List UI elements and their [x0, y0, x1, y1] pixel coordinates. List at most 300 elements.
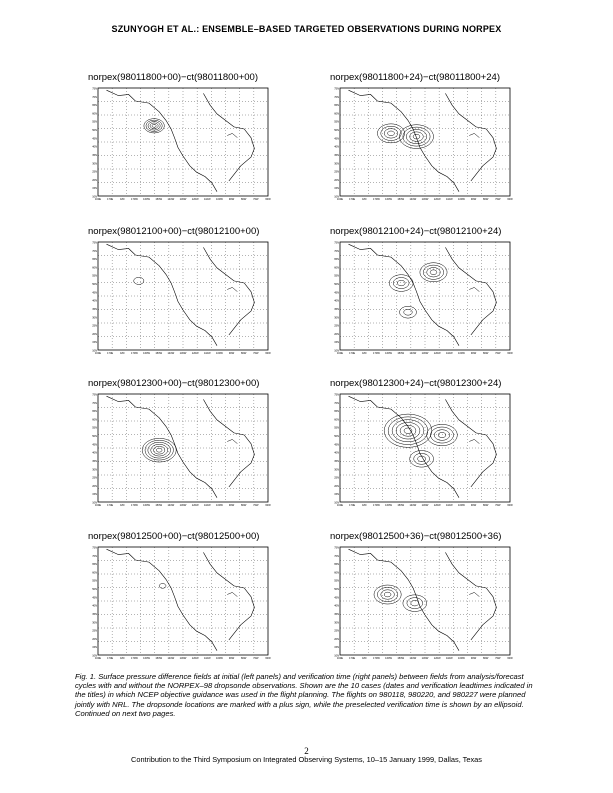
lat-tick-label: 20N	[92, 178, 97, 182]
contour-line	[374, 585, 401, 604]
panel-title: norpex(98012300+24)−ct(98012300+24)	[330, 378, 502, 389]
contour-line	[434, 430, 449, 441]
contour-line	[389, 275, 413, 292]
lon-tick-label: 150W	[155, 198, 163, 201]
lon-tick-label: 110W	[203, 198, 211, 201]
lat-tick-label: 50N	[92, 435, 97, 439]
lat-tick-label: 25N	[92, 629, 97, 633]
lat-tick-label: 75N	[334, 546, 339, 550]
lat-tick-label: 65N	[92, 563, 97, 567]
lat-tick-label: 45N	[334, 443, 339, 447]
contour-line	[142, 438, 176, 462]
lon-tick-label: 80W	[241, 504, 247, 507]
lat-tick-label: 60N	[92, 112, 97, 116]
lon-tick-label: 90W	[470, 504, 477, 507]
lat-tick-label: 65N	[92, 258, 97, 262]
lon-tick-label: 60W	[265, 504, 271, 507]
lon-tick-label: 140W	[167, 504, 175, 507]
coastline	[445, 552, 496, 640]
lon-tick-label: 140W	[409, 198, 417, 201]
lon-tick-label: 170E	[349, 352, 356, 355]
lake-outline	[227, 287, 237, 291]
lat-tick-label: 15N	[334, 187, 339, 191]
contour-line	[144, 119, 164, 133]
figure-panel-3	[88, 226, 273, 355]
lat-tick-label: 70N	[334, 401, 339, 405]
lat-tick-label: 35N	[92, 153, 97, 157]
lat-tick-label: 25N	[334, 629, 339, 633]
lon-tick-label: 170E	[107, 198, 114, 201]
lon-tick-label: 60W	[265, 198, 271, 201]
panel-title: norpex(98012100+24)−ct(98012100+24)	[330, 226, 502, 237]
contour-line	[400, 306, 417, 318]
contour-line	[431, 427, 454, 443]
lon-tick-label: 140W	[409, 352, 417, 355]
lon-tick-label: 100W	[458, 352, 465, 355]
running-head: SZUNYOGH ET AL.: ENSEMBLE–BASED TARGETED OBSERVATIONS DURING NORPEX	[111, 24, 502, 34]
lon-tick-label: 90W	[470, 657, 477, 660]
coastline	[445, 399, 496, 487]
lon-tick-label: 170W	[131, 657, 138, 660]
contour-map	[330, 238, 515, 363]
contour-line	[381, 590, 395, 600]
lon-tick-label: 70W	[253, 657, 259, 660]
figure-panel-5	[88, 378, 273, 507]
lat-tick-label: 70N	[334, 249, 339, 253]
lon-tick-label: 170W	[373, 657, 380, 660]
lon-tick-label: 180	[120, 657, 125, 660]
lon-tick-label: 110W	[445, 657, 453, 660]
lat-tick-label: 40N	[334, 451, 339, 455]
contour-map	[88, 84, 273, 209]
contour-line	[392, 420, 424, 442]
lat-tick-label: 75N	[334, 393, 339, 397]
lat-tick-label: 70N	[334, 554, 339, 558]
lat-tick-label: 75N	[92, 241, 97, 245]
lat-tick-label: 60N	[334, 266, 339, 270]
lat-tick-label: 60N	[92, 571, 97, 575]
lon-tick-label: 80W	[241, 198, 247, 201]
contour-line	[411, 600, 419, 606]
contour-line	[438, 432, 446, 437]
lat-tick-label: 10N	[92, 501, 97, 505]
lat-tick-label: 20N	[92, 332, 97, 336]
lon-tick-label: 150W	[397, 352, 405, 355]
lon-tick-label: 160W	[385, 657, 392, 660]
lat-tick-label: 65N	[334, 563, 339, 567]
lat-tick-label: 50N	[92, 283, 97, 287]
lon-tick-label: 80W	[241, 352, 247, 355]
lat-tick-label: 50N	[334, 129, 339, 133]
lat-tick-label: 75N	[92, 546, 97, 550]
coastline	[349, 244, 460, 346]
figure-panel-7	[88, 531, 273, 660]
lon-tick-label: 180	[120, 504, 125, 507]
contour-line	[410, 450, 434, 467]
lon-tick-label: 130W	[179, 657, 187, 660]
lat-tick-label: 20N	[334, 637, 339, 641]
lon-tick-label: 130W	[421, 657, 429, 660]
lon-tick-label: 130W	[421, 352, 429, 355]
lon-tick-label: 130W	[179, 198, 187, 201]
lat-tick-label: 45N	[334, 596, 339, 600]
lake-outline	[227, 133, 237, 137]
lon-tick-label: 70W	[495, 198, 501, 201]
contour-line	[156, 448, 162, 452]
contour-map	[330, 543, 515, 668]
lon-tick-label: 160W	[385, 198, 392, 201]
lat-tick-label: 45N	[92, 596, 97, 600]
lat-tick-label: 15N	[92, 493, 97, 497]
lat-tick-label: 25N	[334, 324, 339, 328]
lon-tick-label: 170W	[373, 352, 380, 355]
lat-tick-label: 75N	[92, 87, 97, 91]
contour-line	[397, 280, 405, 286]
lat-tick-label: 60N	[334, 571, 339, 575]
lon-tick-label: 170W	[131, 198, 138, 201]
lake-outline	[227, 592, 237, 596]
contour-map	[330, 84, 515, 209]
lat-tick-label: 30N	[334, 468, 339, 472]
coastline	[349, 90, 460, 192]
lat-tick-label: 20N	[92, 484, 97, 488]
lat-tick-label: 40N	[92, 604, 97, 608]
lat-tick-label: 65N	[334, 258, 339, 262]
lat-tick-label: 60N	[334, 112, 339, 116]
contour-line	[410, 132, 424, 142]
figure-panel-2	[330, 72, 515, 201]
lat-tick-label: 10N	[334, 349, 339, 353]
contour-line	[384, 592, 391, 597]
lat-tick-label: 60N	[92, 266, 97, 270]
lat-tick-label: 10N	[92, 654, 97, 658]
coastline	[107, 244, 218, 346]
lat-tick-label: 20N	[334, 484, 339, 488]
contour-line	[159, 584, 166, 589]
lat-tick-label: 65N	[92, 410, 97, 414]
lon-tick-label: 160W	[143, 352, 150, 355]
contour-line	[393, 277, 409, 288]
lon-tick-label: 120W	[433, 198, 441, 201]
coastline	[445, 93, 496, 180]
lat-tick-label: 70N	[334, 95, 339, 99]
lat-tick-label: 40N	[92, 451, 97, 455]
lon-tick-label: 150W	[397, 198, 405, 201]
contour-line	[403, 127, 430, 146]
lon-tick-label: 110W	[203, 657, 211, 660]
lon-tick-label: 180	[362, 198, 367, 201]
coastline	[445, 247, 496, 335]
panel-title: norpex(98012300+00)−ct(98012300+00)	[88, 378, 260, 389]
lon-tick-label: 150W	[155, 352, 163, 355]
lon-tick-label: 150W	[155, 504, 163, 507]
lon-tick-label: 90W	[228, 198, 235, 201]
lon-tick-label: 70W	[253, 504, 259, 507]
lat-tick-label: 15N	[334, 341, 339, 345]
lon-tick-label: 140W	[167, 657, 175, 660]
lat-tick-label: 35N	[92, 307, 97, 311]
lat-tick-label: 50N	[92, 588, 97, 592]
lat-tick-label: 15N	[92, 646, 97, 650]
lon-tick-label: 170E	[349, 504, 356, 507]
lon-tick-label: 170W	[131, 504, 138, 507]
panel-title: norpex(98012500+36)−ct(98012500+36)	[330, 531, 502, 542]
lat-tick-label: 45N	[334, 137, 339, 141]
lon-tick-label: 150W	[155, 657, 163, 660]
lon-tick-label: 150W	[397, 504, 405, 507]
contour-line	[384, 129, 398, 139]
lat-tick-label: 70N	[92, 95, 97, 99]
lon-tick-label: 130W	[179, 504, 187, 507]
lat-tick-label: 45N	[92, 291, 97, 295]
lon-tick-label: 140W	[167, 352, 175, 355]
lat-tick-label: 30N	[334, 621, 339, 625]
lon-tick-label: 80W	[483, 198, 489, 201]
lon-tick-label: 170E	[107, 504, 114, 507]
lon-tick-label: 180	[362, 504, 367, 507]
lon-tick-label: 160E	[336, 657, 344, 660]
lon-tick-label: 140W	[409, 657, 417, 660]
lon-tick-label: 120W	[433, 504, 441, 507]
lat-tick-label: 30N	[334, 316, 339, 320]
lon-tick-label: 100W	[216, 352, 223, 355]
lon-tick-label: 170W	[373, 198, 380, 201]
lat-tick-label: 30N	[92, 162, 97, 166]
contour-map	[330, 390, 515, 515]
lat-tick-label: 55N	[92, 274, 97, 278]
lon-tick-label: 140W	[409, 504, 417, 507]
panel-title: norpex(98011800+00)−ct(98011800+00)	[88, 72, 258, 83]
lat-tick-label: 55N	[334, 426, 339, 430]
lon-tick-label: 70W	[495, 657, 501, 660]
lat-tick-label: 25N	[334, 170, 339, 174]
lon-tick-label: 170W	[373, 504, 380, 507]
lat-tick-label: 65N	[334, 104, 339, 108]
page-footer: Contribution to the Third Symposium on Integrated Observing Systems, 10–15 January 1999, Dallas, Texas	[131, 755, 482, 764]
lon-tick-label: 80W	[483, 504, 489, 507]
coastline	[203, 552, 254, 640]
lon-tick-label: 70W	[495, 504, 501, 507]
lon-tick-label: 110W	[445, 504, 453, 507]
lat-tick-label: 50N	[92, 129, 97, 133]
lat-tick-label: 40N	[334, 299, 339, 303]
lon-tick-label: 180	[120, 198, 125, 201]
lat-tick-label: 20N	[92, 637, 97, 641]
lat-tick-label: 30N	[92, 621, 97, 625]
coastline	[107, 549, 218, 651]
lon-tick-label: 120W	[433, 352, 441, 355]
contour-line	[154, 446, 165, 454]
lat-tick-label: 15N	[92, 341, 97, 345]
lon-tick-label: 120W	[191, 657, 199, 660]
lon-tick-label: 160W	[143, 504, 150, 507]
lat-tick-label: 55N	[92, 426, 97, 430]
lon-tick-label: 70W	[495, 352, 501, 355]
lat-tick-label: 35N	[92, 459, 97, 463]
contour-line	[152, 124, 156, 127]
lat-tick-label: 50N	[334, 435, 339, 439]
lon-tick-label: 110W	[445, 198, 453, 201]
lat-tick-label: 40N	[92, 299, 97, 303]
contour-map	[88, 238, 273, 363]
lon-tick-label: 160W	[143, 198, 150, 201]
contour-line	[430, 270, 437, 275]
lon-tick-label: 110W	[203, 352, 211, 355]
lat-tick-label: 25N	[92, 170, 97, 174]
lat-tick-label: 55N	[92, 120, 97, 124]
lat-tick-label: 55N	[334, 274, 339, 278]
lon-tick-label: 70W	[253, 352, 259, 355]
contour-map	[88, 543, 273, 668]
lake-outline	[469, 592, 479, 596]
lat-tick-label: 15N	[334, 646, 339, 650]
lat-tick-label: 15N	[92, 187, 97, 191]
contour-line	[407, 598, 423, 609]
contour-map	[88, 390, 273, 515]
lon-tick-label: 60W	[507, 352, 513, 355]
figure-panel-8	[330, 531, 515, 660]
contour-line	[146, 120, 162, 131]
lon-tick-label: 110W	[445, 352, 453, 355]
lake-outline	[227, 439, 237, 443]
figure-panel-6	[330, 378, 515, 507]
lat-tick-label: 20N	[334, 332, 339, 336]
panel-title: norpex(98011800+24)−ct(98011800+24)	[330, 72, 500, 83]
panel-title: norpex(98012100+00)−ct(98012100+00)	[88, 226, 260, 237]
lon-tick-label: 170E	[349, 198, 356, 201]
contour-line	[418, 456, 426, 462]
lon-tick-label: 70W	[253, 198, 259, 201]
lat-tick-label: 25N	[334, 476, 339, 480]
lat-tick-label: 75N	[92, 393, 97, 397]
lat-tick-label: 65N	[334, 410, 339, 414]
lon-tick-label: 160E	[336, 504, 344, 507]
lat-tick-label: 55N	[92, 579, 97, 583]
contour-line	[388, 417, 428, 445]
lat-tick-label: 40N	[334, 604, 339, 608]
lat-tick-label: 50N	[334, 588, 339, 592]
lon-tick-label: 160W	[385, 504, 392, 507]
lat-tick-label: 40N	[92, 145, 97, 149]
lat-tick-label: 35N	[334, 459, 339, 463]
lon-tick-label: 60W	[507, 198, 513, 201]
lon-tick-label: 90W	[228, 504, 235, 507]
lat-tick-label: 50N	[334, 283, 339, 287]
contour-line	[404, 309, 413, 315]
page-number: 2	[304, 746, 309, 756]
lon-tick-label: 160E	[94, 352, 102, 355]
lon-tick-label: 60W	[265, 657, 271, 660]
contour-line	[150, 123, 158, 129]
lon-tick-label: 180	[362, 657, 367, 660]
lat-tick-label: 30N	[334, 162, 339, 166]
lon-tick-label: 100W	[216, 657, 223, 660]
lon-tick-label: 90W	[470, 352, 477, 355]
figure-caption: Fig. 1. Surface pressure difference fields at initial (left panels) and verification time (right panels) between fields from analysis/forecast cycles with and without the NORPEX–98 dropsonde observations. Shown are the 10 cases (dates and verification leadtimes indicated in the titles) in which NCEP objective guidance was used in the flight planning. The flights on 980118, 980220, and 980227 were planned jointly with NRL. The dropsonde locations are marked with a plus sign, while the preselected verification time is shown by an ellipsoid. Continued on next two pages.	[75, 672, 533, 718]
lat-tick-label: 10N	[334, 195, 339, 199]
lon-tick-label: 170E	[349, 657, 356, 660]
lon-tick-label: 160W	[143, 657, 150, 660]
lon-tick-label: 120W	[191, 352, 199, 355]
lat-tick-label: 10N	[334, 654, 339, 658]
lon-tick-label: 100W	[458, 504, 465, 507]
lon-tick-label: 170E	[107, 352, 114, 355]
lon-tick-label: 140W	[167, 198, 175, 201]
figure-panel-4	[330, 226, 515, 355]
lat-tick-label: 35N	[334, 612, 339, 616]
lat-tick-label: 10N	[92, 349, 97, 353]
coastline	[107, 396, 218, 498]
coastline	[203, 399, 254, 487]
coastline	[203, 93, 254, 180]
lake-outline	[469, 287, 479, 291]
lon-tick-label: 90W	[228, 657, 235, 660]
lat-tick-label: 70N	[92, 554, 97, 558]
lon-tick-label: 60W	[507, 657, 513, 660]
lon-tick-label: 160W	[385, 352, 392, 355]
lon-tick-label: 150W	[397, 657, 405, 660]
lat-tick-label: 70N	[92, 401, 97, 405]
panel-title: norpex(98012500+00)−ct(98012500+00)	[88, 531, 260, 542]
lon-tick-label: 170W	[131, 352, 138, 355]
lon-tick-label: 100W	[216, 198, 223, 201]
contour-line	[396, 422, 420, 439]
lon-tick-label: 60W	[265, 352, 271, 355]
lon-tick-label: 170E	[107, 657, 114, 660]
coastline	[203, 247, 254, 335]
lon-tick-label: 120W	[191, 198, 199, 201]
coastline	[107, 90, 218, 192]
lon-tick-label: 160E	[94, 198, 102, 201]
lon-tick-label: 120W	[191, 504, 199, 507]
lat-tick-label: 60N	[92, 418, 97, 422]
lat-tick-label: 35N	[92, 612, 97, 616]
lat-tick-label: 10N	[92, 195, 97, 199]
lon-tick-label: 130W	[179, 352, 187, 355]
lat-tick-label: 45N	[92, 137, 97, 141]
lat-tick-label: 25N	[92, 476, 97, 480]
lat-tick-label: 60N	[334, 418, 339, 422]
lon-tick-label: 90W	[228, 352, 235, 355]
lat-tick-label: 30N	[92, 316, 97, 320]
lon-tick-label: 130W	[421, 504, 429, 507]
lon-tick-label: 60W	[507, 504, 513, 507]
contour-line	[377, 124, 404, 143]
lon-tick-label: 90W	[470, 198, 477, 201]
lon-tick-label: 80W	[483, 352, 489, 355]
lon-tick-label: 180	[362, 352, 367, 355]
lat-tick-label: 10N	[334, 501, 339, 505]
contour-line	[384, 414, 432, 447]
figure-panel-1	[88, 72, 273, 201]
lat-tick-label: 45N	[334, 291, 339, 295]
lon-tick-label: 100W	[458, 657, 465, 660]
lon-tick-label: 180	[120, 352, 125, 355]
lon-tick-label: 160E	[336, 198, 344, 201]
contour-line	[400, 125, 434, 149]
contour-line	[414, 453, 430, 464]
lat-tick-label: 25N	[92, 324, 97, 328]
lat-tick-label: 65N	[92, 104, 97, 108]
lat-tick-label: 15N	[334, 493, 339, 497]
lat-tick-label: 75N	[334, 87, 339, 91]
lat-tick-label: 20N	[334, 178, 339, 182]
lat-tick-label: 35N	[334, 307, 339, 311]
contour-line	[388, 131, 395, 136]
lake-outline	[469, 439, 479, 443]
lake-outline	[469, 133, 479, 137]
lat-tick-label: 45N	[92, 443, 97, 447]
